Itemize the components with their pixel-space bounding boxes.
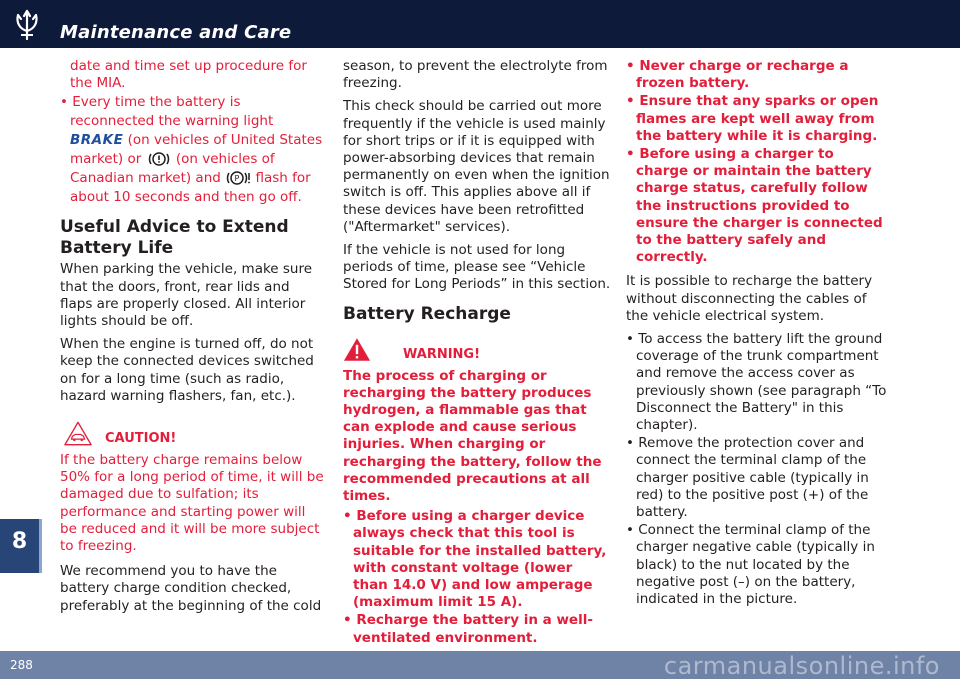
battery-reconnect-bullet: • Every time the battery is reconnected the warning light BRAKE (on vehicles of United States market) or (on vehicles of Canadian market) and P flash for about 10 seconds and then go off. (60, 94, 323, 206)
brake-warning-light-label: BRAKE (70, 132, 124, 149)
list-item: • To access the battery lift the ground coverage of the trunk compartment and remove the access cover as previously shown (see paragraph “To Disconnect the Battery" in this chapter). (626, 331, 887, 434)
page-footer (0, 651, 960, 679)
warning-bullet: • Before using a charger to charge or maintain the battery charge status, carefully follow the instructions provided to ensure the charger is connected to the battery safely and correctly. (626, 146, 883, 266)
paragraph: season, to prevent the electrolyte from freezing. (343, 58, 608, 92)
list-item: • Remove the protection cover and connect the terminal clamp of the charger positive cable (typically in red) to the positive post (+) of the battery. (626, 435, 869, 521)
list-item: • Connect the terminal clamp of the charger negative cable (typically in black) to the nut located by the negative post (–) on the battery, indicated in the picture. (626, 522, 875, 608)
warning-bullet: • Recharge the battery in a well-ventilated environment. (343, 612, 593, 646)
paragraph: When the engine is turned off, do not keep the connected devices switched on for a long time (such as radio, hazard warning flashers, fan, etc.). (60, 336, 314, 404)
heading-battery-life: Useful Advice to Extend Battery Life (60, 217, 289, 259)
caution-header (60, 421, 326, 449)
paragraph: It is possible to recharge the battery without disconnecting the cables of the vehicle electrical system. (626, 273, 873, 324)
column-3 (626, 58, 888, 609)
section-title: Maintenance and Care (60, 22, 292, 43)
trident-logo-icon (12, 9, 42, 41)
parking-brake-light-icon (225, 170, 251, 186)
caution-car-icon (64, 421, 92, 446)
intro-continuation: date and time set up procedure for the MIA. (70, 58, 307, 92)
warning-bullet: • Ensure that any sparks or open flames are kept well away from the battery while it is charging. (626, 93, 879, 144)
warning-triangle-icon (343, 337, 371, 362)
svg-text:P: P (234, 174, 240, 184)
warning-label: WARNING! (403, 346, 481, 362)
heading-battery-recharge: Battery Recharge (343, 303, 511, 324)
warning-bullet: • Never charge or recharge a frozen battery. (626, 58, 849, 92)
chapter-tab (0, 519, 42, 573)
warning-bullet: • Before using a charger device always check that this tool is suitable for the installed battery, with constant voltage (lower than 14.0 V) and low amperage (maximum limit 15 A). (343, 508, 607, 611)
paragraph: When parking the vehicle, make sure that the doors, front, rear lids and flaps are properly closed. All interior lights should be off. (60, 261, 313, 330)
page-header (0, 0, 960, 48)
warning-text: The process of charging or recharging the battery produces hydrogen, a flammable gas that can explode and cause serious injuries. When charging or recharging the battery, follow the recommended precautions at all times. (343, 367, 602, 505)
paragraph: We recommend you to have the battery charge condition checked, preferably at the beginning of the cold (60, 563, 322, 614)
chapter-number: 8 (11, 529, 28, 554)
caution-label: CAUTION! (105, 431, 177, 447)
warning-header (343, 337, 611, 365)
column-1 (60, 58, 326, 621)
paragraph: This check should be carried out more frequently if the vehicle is used mainly for short trips or if it is equipped with power-absorbing devices that remain permanently on even when the ignition switch is off. This applies above all if these devices have been retrofitted ("Aftermarket" services). (343, 98, 610, 235)
watermark: carmanualsonline.info (663, 652, 940, 680)
page-number: 288 (10, 658, 33, 672)
brake-warning-light-icon (146, 151, 172, 167)
caution-text: If the battery charge remains below 50% for a long period of time, it will be damaged due to sulfation; its performance and starting power will be reduced and it will be more subject to freezing. (60, 452, 324, 555)
column-2 (343, 58, 611, 648)
paragraph: If the vehicle is not used for long periods of time, please see “Vehicle Stored for Long Periods” in this section. (343, 242, 611, 293)
